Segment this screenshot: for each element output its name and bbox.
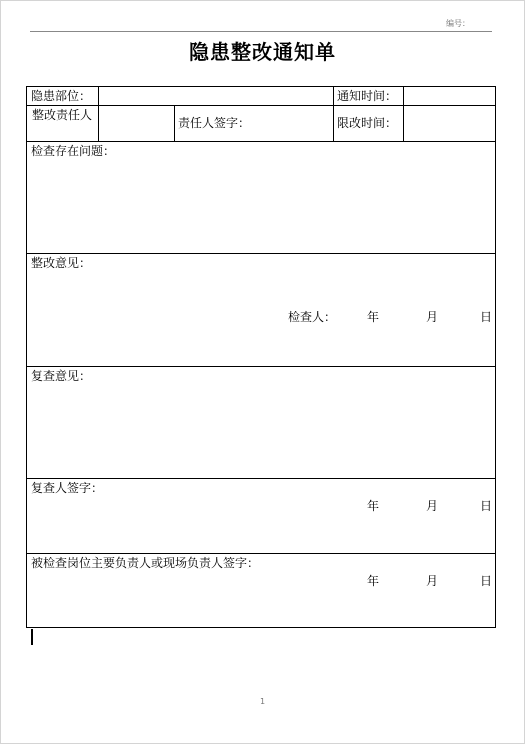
rectification-opinion-field[interactable]	[27, 271, 495, 366]
row-divider	[27, 478, 495, 479]
recheck-signature-label: 复查人签字：	[31, 481, 104, 495]
responsible-person-field[interactable]	[99, 106, 174, 141]
hazard-location-field[interactable]	[99, 87, 333, 105]
row-divider	[27, 141, 495, 142]
deadline-field[interactable]	[404, 106, 495, 141]
deadline-label: 限改时间：	[337, 116, 398, 130]
date-month-label: 月	[426, 574, 439, 588]
document-title: 隐患整改通知单	[189, 40, 336, 64]
row-divider	[27, 553, 495, 554]
date-year-label: 年	[367, 574, 380, 588]
row-divider	[27, 253, 495, 254]
inspector-label: 检查人：	[288, 310, 337, 324]
problems-field[interactable]	[27, 159, 495, 253]
date-month-label: 月	[426, 499, 439, 513]
date-month-label: 月	[426, 310, 439, 324]
manager-signature-label: 被检查岗位主要负责人或现场负责人签字：	[31, 556, 260, 570]
date-day-label: 日	[480, 499, 493, 513]
notice-time-label: 通知时间：	[337, 89, 398, 103]
date-year-label: 年	[367, 499, 380, 513]
column-divider	[174, 105, 175, 141]
rectification-opinion-label: 整改意见：	[31, 256, 92, 270]
manager-signature-field[interactable]	[27, 571, 495, 627]
text-cursor	[31, 629, 33, 645]
page-number: 1	[259, 697, 266, 706]
notice-form-table	[26, 86, 496, 628]
hazard-location-label: 隐患部位：	[31, 89, 92, 103]
responsible-signature-field[interactable]	[257, 106, 333, 141]
document-number-label: 编号：	[446, 19, 470, 28]
responsible-signature-label: 责任人签字：	[178, 116, 251, 130]
date-day-label: 日	[480, 574, 493, 588]
date-year-label: 年	[367, 310, 380, 324]
date-day-label: 日	[480, 310, 493, 324]
responsible-person-label: 整改责任人	[31, 108, 92, 122]
row-divider	[27, 366, 495, 367]
recheck-signature-field[interactable]	[27, 496, 495, 553]
problems-label: 检查存在问题：	[31, 144, 116, 158]
column-divider	[333, 87, 334, 141]
header-rule	[30, 31, 492, 32]
notice-time-field[interactable]	[404, 87, 495, 105]
recheck-opinion-label: 复查意见：	[31, 369, 92, 383]
recheck-opinion-field[interactable]	[27, 384, 495, 478]
